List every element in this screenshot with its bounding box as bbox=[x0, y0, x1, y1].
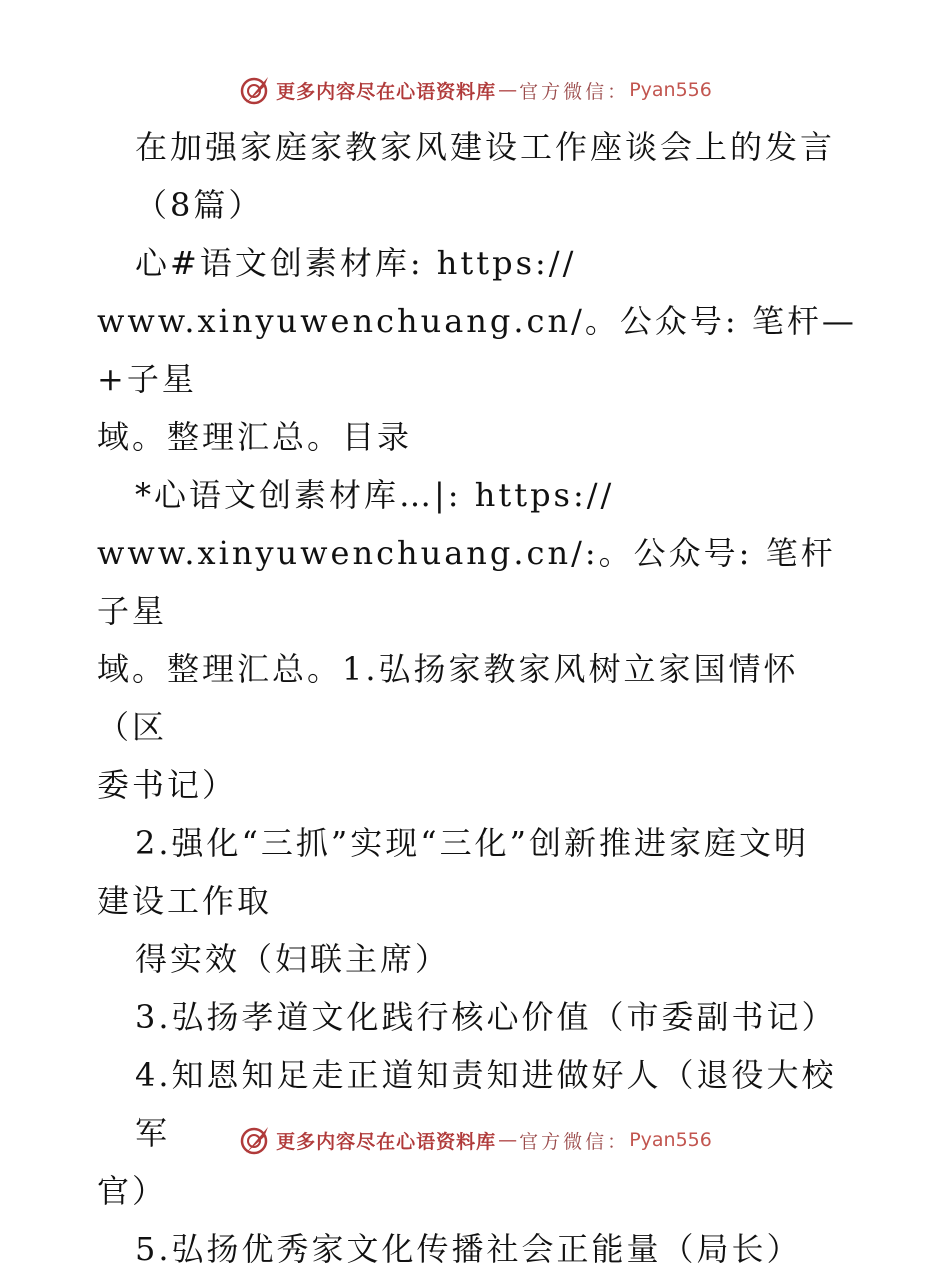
watermark-main-text: 更多内容尽在心语资料库 bbox=[276, 1130, 497, 1153]
document-line: 域。整理汇总。目录 bbox=[97, 418, 413, 456]
watermark-wechat-label: 官方微信： bbox=[519, 1130, 630, 1153]
header-watermark bbox=[0, 72, 950, 108]
document-line: 官） bbox=[97, 1172, 168, 1210]
document-line: （8篇） bbox=[135, 186, 264, 224]
watermark-dash: — bbox=[498, 79, 518, 101]
document-line: 3.弘扬孝道文化践行核心价值（市委副书记） bbox=[135, 998, 837, 1036]
document-line: 5.弘扬优秀家文化传播社会正能量（局长） bbox=[135, 1230, 802, 1268]
watermark-main-text: 更多内容尽在心语资料库 bbox=[276, 80, 497, 103]
quill-logo-icon bbox=[238, 1123, 272, 1157]
document-line: 委书记） bbox=[97, 766, 238, 804]
document-line: 得实效（妇联主席） bbox=[135, 940, 451, 978]
document-line: www.xinyuwenchuang.cn/:。公众号: 笔杆子星 bbox=[97, 534, 836, 630]
document-line: www.xinyuwenchuang.cn/。公众号: 笔杆—+子星 bbox=[97, 302, 857, 398]
footer-watermark bbox=[0, 1122, 950, 1158]
document-title: 在加强家庭家教家风建设工作座谈会上的发言 bbox=[135, 128, 836, 166]
document-line: 建设工作取 bbox=[97, 882, 273, 920]
document-line: 域。整理汇总。1.弘扬家教家风树立家国情怀（区 bbox=[97, 650, 799, 746]
watermark-wechat-id: Pyan556 bbox=[629, 1129, 712, 1151]
quill-logo-icon bbox=[238, 73, 272, 107]
document-line: *心语文创素材库…|: https:// bbox=[135, 476, 615, 514]
document-line: 4.知恩知足走正道知责知进做好人（退役大校军 bbox=[135, 1056, 837, 1152]
document-line: 2.强化“三抓”实现“三化”创新推进家庭文明 bbox=[135, 824, 809, 862]
document-body bbox=[97, 118, 857, 1278]
watermark-dash: — bbox=[498, 1129, 518, 1151]
watermark-wechat-label: 官方微信： bbox=[519, 80, 630, 103]
document-line: 心#语文创素材库: https:// bbox=[135, 244, 577, 282]
watermark-wechat-id: Pyan556 bbox=[629, 79, 712, 101]
